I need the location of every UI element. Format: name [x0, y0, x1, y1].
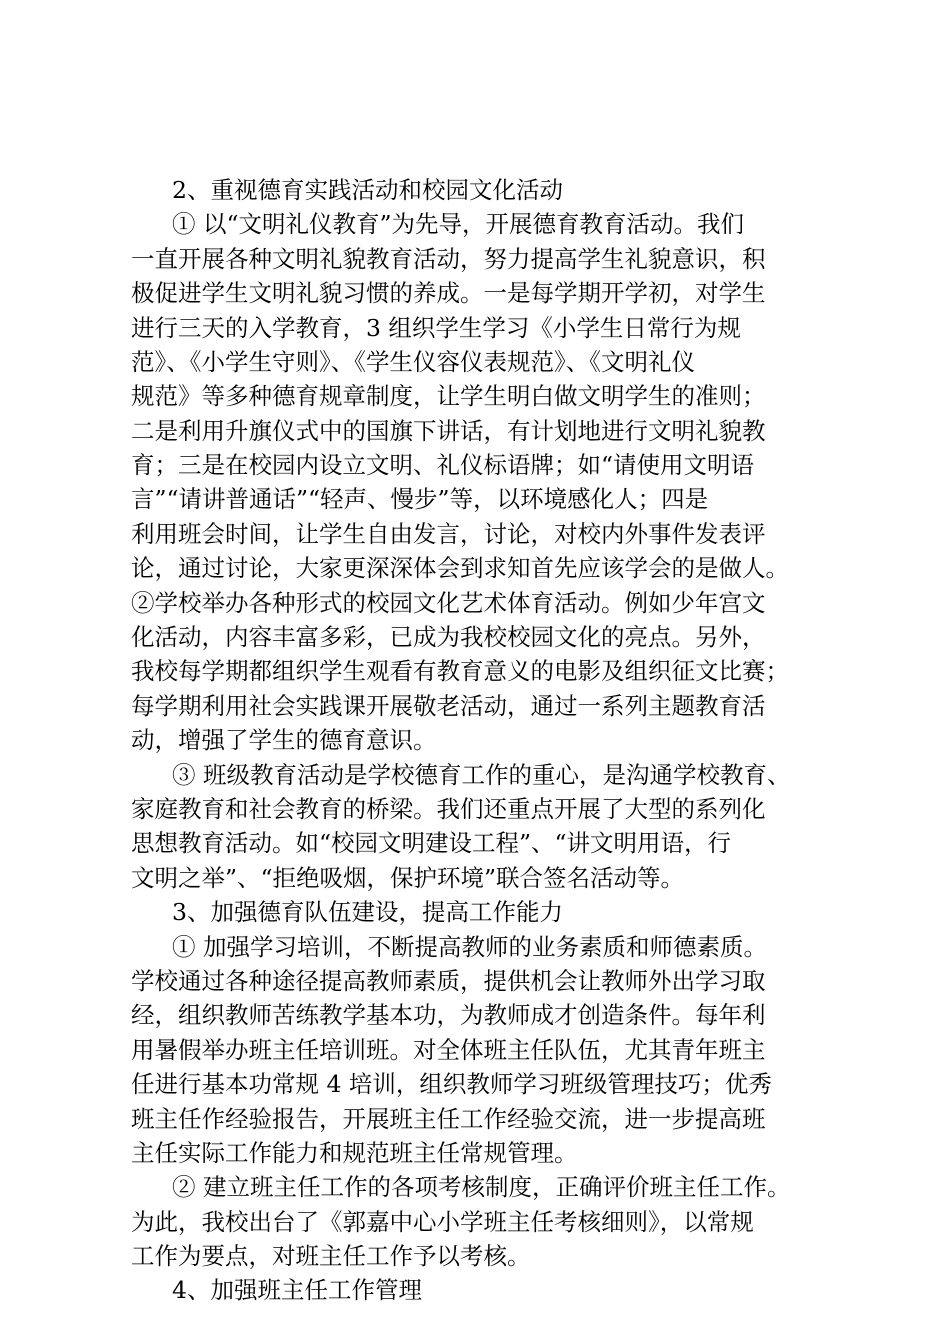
- paragraph-line: 化活动，内容丰富多彩，已成为我校校园文化的亮点。另外，: [131, 623, 766, 651]
- paragraph-line: 二是利用升旗仪式中的国旗下讲话，有计划地进行文明礼貌教: [131, 417, 766, 445]
- paragraph-line: ②学校举办各种形式的校园文化艺术体育活动。例如少年宫文: [131, 589, 766, 617]
- paragraph-line: 每学期利用社会实践课开展敬老活动，通过一系列主题教育活: [131, 692, 766, 720]
- paragraph-line: 范》、《小学生守则》、《学生仪容仪表规范》、《文明礼仪: [131, 348, 695, 376]
- paragraph-line: 论，通过讨论，大家更深深体会到求知首先应该学会的是做人。: [131, 554, 789, 582]
- paragraph-line: 学校通过各种途径提高教师素质，提供机会让教师外出学习取: [131, 967, 766, 995]
- paragraph-line: 班主任作经验报告，开展班主任工作经验交流，进一步提高班: [131, 1105, 766, 1133]
- paragraph-line: 规范》等多种德育规章制度，让学生明白做文明学生的准则；: [131, 382, 766, 410]
- paragraph-line: 家庭教育和社会教育的桥梁。我们还重点开展了大型的系列化: [131, 795, 766, 823]
- paragraph-line: 极促进学生文明礼貌习惯的养成。一是每学期开学初，对学生: [131, 279, 766, 307]
- paragraph-line: 为此，我校出台了《郭嘉中心小学班主任考核细则》，以常规: [131, 1208, 754, 1236]
- section-heading: 3、加强德育队伍建设，提高工作能力: [172, 898, 563, 926]
- paragraph-line: 工作为要点，对班主任工作予以考核。: [131, 1242, 531, 1270]
- paragraph-line: 我校每学期都组织学生观看有教育意义的电影及组织征文比赛；: [131, 657, 789, 685]
- section-heading: 2、重视德育实践活动和校园文化活动: [172, 176, 563, 204]
- paragraph-line: 言”“请讲普通话”“轻声、慢步”等，以环境感化人；四是: [131, 485, 709, 513]
- section-heading: 4、加强班主任工作管理: [172, 1276, 422, 1304]
- paragraph-line: 思想教育活动。如“校园文明建设工程”、“讲文明用语，行: [131, 829, 732, 857]
- paragraph-line: ① 加强学习培训，不断提高教师的业务素质和师德素质。: [172, 933, 767, 961]
- paragraph-line: 任进行基本功常规 4 培训，组织教师学习班级管理技巧；优秀: [131, 1070, 772, 1098]
- paragraph-line: ③ 班级教育活动是学校德育工作的重心，是沟通学校教育、: [172, 761, 791, 789]
- paragraph-line: 用暑假举办班主任培训班。对全体班主任队伍，尤其青年班主: [131, 1036, 766, 1064]
- paragraph-line: 动，增强了学生的德育意识。: [131, 726, 437, 754]
- paragraph-line: 主任实际工作能力和规范班主任常规管理。: [131, 1139, 578, 1167]
- paragraph-line: ② 建立班主任工作的各项考核制度，正确评价班主任工作。: [172, 1173, 791, 1201]
- paragraph-line: 利用班会时间，让学生自由发言，讨论，对校内外事件发表评: [131, 520, 766, 548]
- paragraph-line: 进行三天的入学教育，3 组织学生学习《小学生日常行为规: [131, 314, 741, 342]
- paragraph-line: 文明之举”、“拒绝吸烟，保护环境”联合签名活动等。: [131, 864, 685, 892]
- paragraph-line: 育；三是在校园内设立文明、礼仪标语牌；如“请使用文明语: [131, 451, 755, 479]
- paragraph-line: ① 以“文明礼仪教育”为先导，开展德育教育活动。我们: [172, 210, 744, 238]
- paragraph-line: 经，组织教师苦练教学基本功，为教师成才创造条件。每年利: [131, 1001, 766, 1029]
- paragraph-line: 一直开展各种文明礼貌教育活动，努力提高学生礼貌意识，积: [131, 245, 766, 273]
